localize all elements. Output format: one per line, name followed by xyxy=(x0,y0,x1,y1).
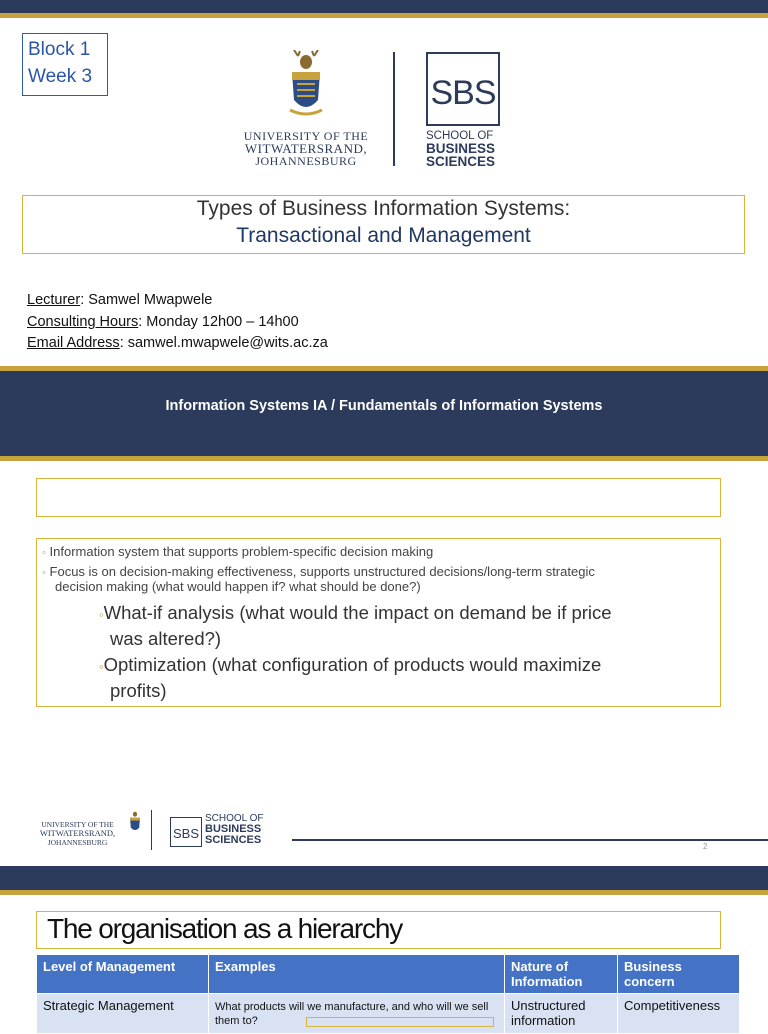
sbs-line2: BUSINESS xyxy=(426,141,496,156)
slide2-navy-band xyxy=(0,432,768,456)
course-title: Information Systems IA / Fundamentals of Information Systems xyxy=(165,398,603,414)
week-label: Week 3 xyxy=(28,66,93,87)
sbs-monogram-box xyxy=(426,52,500,126)
footer-wits-logo xyxy=(30,810,150,850)
bullet-1: ◦ Information system that supports problem-specific decision making xyxy=(42,544,434,559)
block-label: Block 1 xyxy=(28,39,91,60)
wits-logo xyxy=(240,50,372,170)
table-overlay-box xyxy=(306,1017,494,1027)
email-value[interactable]: : samwel.mwapwele@wits.ac.za xyxy=(119,335,328,351)
wits-line1: UNIVERSITY OF THE xyxy=(243,129,369,143)
sbs-line1: SCHOOL OF xyxy=(426,130,494,142)
wits-line2: WITWATERSRAND, xyxy=(244,140,368,156)
lecturer-line xyxy=(27,292,212,308)
cell-nature: Unstructured information xyxy=(505,994,618,1034)
lecturer-value: : Samwel Mwapwele xyxy=(80,292,213,308)
footer-sbs-logo xyxy=(170,814,270,850)
footer-sbs-box xyxy=(170,817,202,847)
header-concern: Business concern xyxy=(618,955,740,994)
logo-divider xyxy=(393,52,395,166)
slide3-heading: The organisation as a hierarchy xyxy=(47,913,403,944)
header-nature: Nature of Information xyxy=(505,955,618,994)
header-level: Level of Management xyxy=(37,955,209,994)
footer-logo-divider xyxy=(151,810,152,850)
wits-crest-icon xyxy=(286,50,326,124)
cell-level: Strategic Management xyxy=(37,994,209,1034)
slide-title-line1: Types of Business Information Systems: xyxy=(196,197,571,220)
sbs-line3: SCIENCES xyxy=(426,154,496,169)
email-line xyxy=(27,335,328,351)
slide2-heading-box xyxy=(36,478,721,517)
page-number: 2 xyxy=(703,842,708,851)
wits-line3: JOHANNESBURG xyxy=(255,154,357,168)
footer-sbs-line2: BUSINESS xyxy=(205,823,262,835)
footer-rule xyxy=(292,839,768,841)
footer-wits-line3: JOHANNESBURG xyxy=(47,838,108,847)
cell-examples: What products will we manufacture, and who will we sell them to? xyxy=(209,994,505,1034)
bullet-2: ◦ Focus is on decision-making effectiveness, supports unstructured decisions/long-term strategic decision making (what would happen if? what should be done?) xyxy=(42,564,595,594)
footer-sbs-line3: SCIENCES xyxy=(205,834,262,846)
slide1-title-box xyxy=(22,195,745,254)
sub-bullet-what-if: ◦What-if analysis (what would the impact on demand be if price was altered?) xyxy=(99,602,612,649)
footer-wits-line2: WITWATERSRAND, xyxy=(39,828,116,838)
slide2-gold-stripe xyxy=(0,456,768,461)
table-header-row xyxy=(37,955,740,994)
table-row xyxy=(37,994,740,1034)
sub-bullet-optimization: ◦Optimization (what configuration of products would maximize profits) xyxy=(99,654,602,701)
slide3-heading-box xyxy=(36,911,721,949)
header-examples: Examples xyxy=(209,955,505,994)
sbs-logo xyxy=(425,52,505,172)
slide2-content-box xyxy=(36,538,721,707)
footer-sbs-line1: SCHOOL OF xyxy=(205,813,264,824)
lecturer-label: Lecturer xyxy=(27,292,81,308)
sbs-monogram: SBS xyxy=(430,74,496,112)
slide3-navy-band xyxy=(0,866,768,890)
hours-value: : Monday 12h00 – 14h00 xyxy=(138,314,299,330)
slide-title-line2: Transactional and Management xyxy=(236,224,531,247)
footer-wits-crest-icon xyxy=(127,810,143,836)
block-week-box xyxy=(22,33,108,96)
slide3-gold-stripe xyxy=(0,890,768,895)
course-banner xyxy=(0,371,768,432)
email-label: Email Address xyxy=(27,335,120,351)
hours-label: Consulting Hours xyxy=(27,314,139,330)
consulting-hours-line xyxy=(27,314,299,330)
cell-concern: Competitiveness xyxy=(618,994,740,1034)
top-gold-stripe xyxy=(0,13,768,18)
footer-wits-line1: UNIVERSITY OF THE xyxy=(41,820,114,829)
top-navy-band xyxy=(0,0,768,13)
footer-sbs-monogram: SBS xyxy=(172,826,199,841)
